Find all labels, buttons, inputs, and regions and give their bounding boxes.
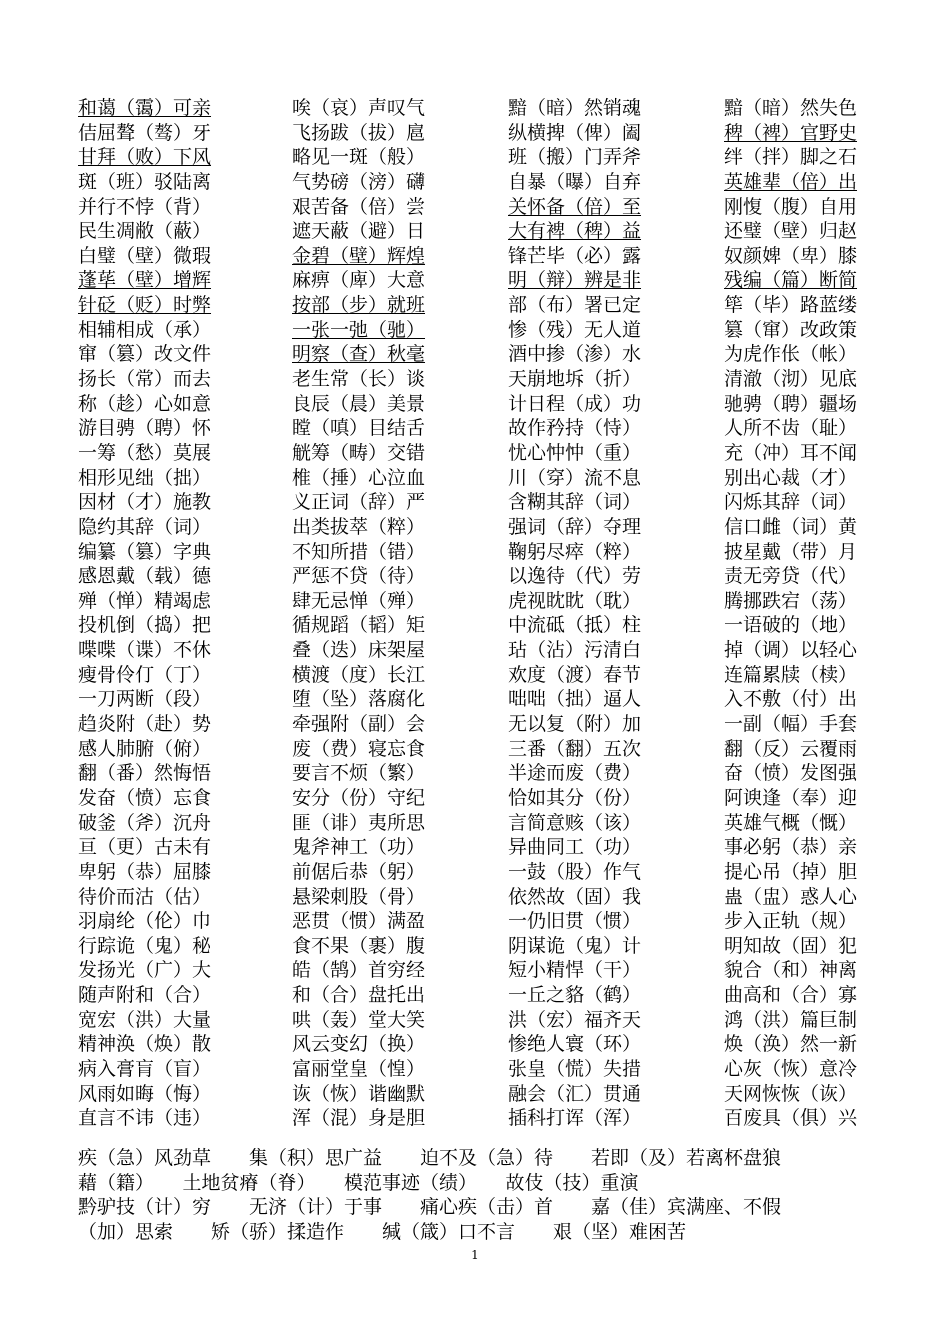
idiom-entry: 英雄辈（倍）出 bbox=[724, 170, 858, 193]
idiom-entry: 强词（辞）夺理 bbox=[508, 515, 642, 538]
idiom-entry: 自暴（曝）自弃 bbox=[508, 170, 642, 193]
idiom-entry: 精神涣（焕）散 bbox=[78, 1033, 212, 1056]
idiom-entry: 扬长（常）而去 bbox=[78, 368, 212, 391]
idiom-entry: 义正词（辞）严 bbox=[292, 491, 426, 514]
idiom-entry: 安分（份）守纪 bbox=[292, 786, 426, 809]
idiom-entry: 并行不悖（背） bbox=[78, 195, 212, 218]
idiom-entry: 欢度（渡）春节 bbox=[508, 663, 642, 686]
idiom-entry: 奋（愤）发图强 bbox=[724, 762, 858, 785]
idiom-entry: 略见一斑（般） bbox=[292, 146, 426, 169]
idiom-entry: 废（费）寝忘食 bbox=[292, 737, 426, 760]
idiom-entry: 一筹（愁）莫展 bbox=[78, 441, 212, 464]
idiom-entry: 出类拔萃（粹） bbox=[292, 515, 426, 538]
idiom-entry: 关怀备（倍）至 bbox=[508, 195, 642, 218]
idiom-entry: 百废具（俱）兴 bbox=[724, 1107, 858, 1130]
idiom-entry: 游目骋（聘）怀 bbox=[78, 417, 212, 440]
idiom-entry: 连篇累牍（椟） bbox=[724, 663, 858, 686]
idiom-entry: 感人肺腑（俯） bbox=[78, 737, 212, 760]
idiom-entry: 遮天蔽（避）日 bbox=[292, 220, 426, 243]
idiom-entry: 事必躬（恭）亲 bbox=[724, 836, 858, 859]
idiom-entry: 恰如其分（份） bbox=[508, 786, 642, 809]
idiom-entry: 忧心忡忡（重） bbox=[508, 441, 642, 464]
idiom-entry: 编纂（篡）字典 bbox=[78, 540, 212, 563]
idiom-entry: 一副（幅）手套 bbox=[724, 713, 858, 736]
idiom-entry: 殚（惮）精竭虑 bbox=[78, 589, 212, 612]
idiom-entry: 步入正轨（规） bbox=[724, 910, 858, 933]
idiom-entry: 诙（恢）谐幽默 bbox=[292, 1082, 426, 1105]
idiom-entry: 鞠躬尽瘁（粹） bbox=[508, 540, 642, 563]
idiom-entry: 麻痹（庳）大意 bbox=[292, 269, 426, 292]
idiom-entry: 哄（轰）堂大笑 bbox=[292, 1008, 426, 1031]
idiom-entry: 卑躬（恭）屈膝 bbox=[78, 860, 212, 883]
idiom-entry: 富丽堂皇（惶） bbox=[292, 1057, 426, 1080]
idiom-entry: 称（趁）心如意 bbox=[78, 392, 212, 415]
idiom-entry: 咄咄（拙）逼人 bbox=[508, 688, 642, 711]
idiom-entry: 风云变幻（换） bbox=[292, 1033, 426, 1056]
idiom-entry: 以逸待（代）劳 bbox=[508, 565, 642, 588]
idiom-entry: 相辅相成（承） bbox=[78, 318, 212, 341]
idiom-entry: 中流砥（抵）柱 bbox=[508, 614, 642, 637]
idiom-entry: 艰苦备（倍）尝 bbox=[292, 195, 426, 218]
idiom-entry: 一刀两断（段） bbox=[78, 688, 212, 711]
idiom-entry: 按部（步）就班 bbox=[292, 294, 426, 317]
idiom-entry: 融会（汇）贯通 bbox=[508, 1082, 642, 1105]
idiom-entry: 佶屈聱（骜）牙 bbox=[78, 121, 212, 144]
idiom-entry: 食不果（裹）腹 bbox=[292, 934, 426, 957]
idiom-entry: 天崩地坼（折） bbox=[508, 368, 642, 391]
idiom-entry: 掉（调）以轻心 bbox=[724, 639, 858, 662]
idiom-entry: 鸿（洪）篇巨制 bbox=[724, 1008, 858, 1031]
idiom-entry: 趋炎附（赴）势 bbox=[78, 713, 212, 736]
idiom-entry: 气势磅（滂）礴 bbox=[292, 170, 426, 193]
idiom-entry: 别出心裁（才） bbox=[724, 466, 858, 489]
idiom-entry: 一张一弛（驰） bbox=[292, 318, 426, 341]
idiom-entry: 黯（暗）然失色 bbox=[724, 97, 858, 119]
idiom-entry: 针砭（贬）时弊 bbox=[78, 294, 212, 317]
idiom-entry: 病入膏肓（盲） bbox=[78, 1057, 212, 1080]
idiom-entry: 为虎作伥（帐） bbox=[724, 343, 858, 366]
idiom-entry: 惨绝人寰（环） bbox=[508, 1033, 642, 1056]
idiom-entry: 貌合（和）神离 bbox=[724, 959, 858, 982]
idiom-entry: 半途而废（费） bbox=[508, 762, 642, 785]
idiom-entry: 甘拜（败）下风 bbox=[78, 146, 212, 169]
idiom-entry: 虎视眈眈（耽） bbox=[508, 589, 642, 612]
idiom-entry: 不知所措（错） bbox=[292, 540, 426, 563]
idiom-entry: 严惩不贷（待） bbox=[292, 565, 426, 588]
idiom-entry: 一语破的（地） bbox=[724, 614, 858, 637]
continuation-line: 黔驴技（计）穷 无济（计）于事 痛心疾（击）首 嘉（佳）宾满座、不假 bbox=[78, 1196, 782, 1218]
idiom-entry: 篡（窜）改政策 bbox=[724, 318, 858, 341]
idiom-entry: 稗（裨）官野史 bbox=[724, 121, 858, 144]
idiom-entry: 责无旁贷（代） bbox=[724, 565, 858, 588]
idiom-entry: 天网恢恢（诙） bbox=[724, 1082, 858, 1105]
idiom-entry: 言简意赅（该） bbox=[508, 811, 642, 834]
idiom-entry: 和（合）盘托出 bbox=[292, 984, 426, 1007]
idiom-entry: 斑（班）驳陆离 bbox=[78, 170, 212, 193]
idiom-entry: 投机倒（捣）把 bbox=[78, 614, 212, 637]
idiom-entry: 闪烁其辞（词） bbox=[724, 491, 858, 514]
idiom-entry: 插科打诨（浑） bbox=[508, 1107, 642, 1130]
idiom-entry: 循规蹈（韬）矩 bbox=[292, 614, 426, 637]
idiom-entry: 风雨如晦（悔） bbox=[78, 1082, 212, 1105]
idiom-entry: 叠（迭）床架屋 bbox=[292, 639, 426, 662]
idiom-entry: 刚愎（腹）自用 bbox=[724, 195, 858, 218]
idiom-entry: 玷（沾）污清白 bbox=[508, 639, 642, 662]
idiom-entry: 绊（拌）脚之石 bbox=[724, 146, 858, 169]
idiom-entry: 发奋（愤）忘食 bbox=[78, 786, 212, 809]
idiom-entry: 酒中掺（渗）水 bbox=[508, 343, 642, 366]
idiom-entry: 心灰（恢）意冷 bbox=[724, 1057, 858, 1080]
idiom-entry: 洪（宏）福齐天 bbox=[508, 1008, 642, 1031]
idiom-entry: 川（穿）流不息 bbox=[508, 466, 642, 489]
idiom-entry: 奴颜婢（卑）膝 bbox=[724, 244, 858, 267]
idiom-entry: 披星戴（带）月 bbox=[724, 540, 858, 563]
idiom-entry: 喋喋（谍）不休 bbox=[78, 639, 212, 662]
idiom-entry: 无以复（附）加 bbox=[508, 713, 642, 736]
idiom-entry: 异曲同工（功） bbox=[508, 836, 642, 859]
idiom-entry: 肆无忌惮（殚） bbox=[292, 589, 426, 612]
idiom-entry: 随声附和（合） bbox=[78, 984, 212, 1007]
idiom-entry: 蛊（盅）惑人心 bbox=[724, 885, 858, 908]
idiom-entry: 椎（捶）心泣血 bbox=[292, 466, 426, 489]
idiom-entry: 堕（坠）落腐化 bbox=[292, 688, 426, 711]
idiom-entry: 大有裨（稗）益 bbox=[508, 220, 642, 243]
idiom-entry: 悬梁刺股（骨） bbox=[292, 885, 426, 908]
idiom-entry: 感恩戴（载）德 bbox=[78, 565, 212, 588]
idiom-entry: 行踪诡（鬼）秘 bbox=[78, 934, 212, 957]
idiom-entry: 阴谋诡（鬼）计 bbox=[508, 934, 642, 957]
idiom-entry: 依然故（固）我 bbox=[508, 885, 642, 908]
idiom-entry: 黯（暗）然销魂 bbox=[508, 97, 642, 119]
idiom-entry: 明（辩）辨是非 bbox=[508, 269, 642, 292]
idiom-entry: 觥筹（畴）交错 bbox=[292, 441, 426, 464]
idiom-entry: 良辰（晨）美景 bbox=[292, 392, 426, 415]
idiom-entry: 瘦骨伶仃（丁） bbox=[78, 663, 212, 686]
idiom-entry: 提心吊（掉）胆 bbox=[724, 860, 858, 883]
idiom-entry: 一丘之貉（鹤） bbox=[508, 984, 642, 1007]
idiom-entry: 窜（篡）改文件 bbox=[78, 343, 212, 366]
idiom-entry: 唉（哀）声叹气 bbox=[292, 97, 426, 119]
idiom-entry: 英雄气概（慨） bbox=[724, 811, 858, 834]
idiom-entry: 亘（更）古未有 bbox=[78, 836, 212, 859]
idiom-entry: 计日程（成）功 bbox=[508, 392, 642, 415]
idiom-entry: 直言不讳（违） bbox=[78, 1107, 212, 1130]
idiom-entry: 三番（翻）五次 bbox=[508, 737, 642, 760]
continuation-line: （加）思索 矫（骄）揉造作 缄（箴）口不言 艰（坚）难困苦 bbox=[78, 1220, 687, 1243]
page-number: 1 bbox=[471, 1248, 479, 1262]
idiom-entry: 待价而沽（估） bbox=[78, 885, 212, 908]
continuation-line: 疾（急）风劲草 集（积）思广益 迫不及（急）待 若即（及）若离杯盘狼 bbox=[78, 1147, 782, 1169]
idiom-entry: 相形见绌（拙） bbox=[78, 466, 212, 489]
idiom-entry: 老生常（长）谈 bbox=[292, 368, 426, 391]
idiom-entry: 部（布）署已定 bbox=[508, 294, 642, 317]
idiom-entry: 焕（涣）然一新 bbox=[724, 1033, 858, 1056]
idiom-entry: 翻（番）然悔悟 bbox=[78, 762, 212, 785]
idiom-entry: 隐约其辞（词） bbox=[78, 515, 212, 538]
idiom-entry: 恶贯（惯）满盈 bbox=[292, 910, 426, 933]
idiom-entry: 瞠（嗔）目结舌 bbox=[292, 417, 426, 440]
idiom-entry: 羽扇纶（伦）巾 bbox=[78, 910, 212, 933]
idiom-entry: 锋芒毕（必）露 bbox=[508, 244, 642, 267]
idiom-entry: 明察（查）秋毫 bbox=[292, 343, 426, 366]
idiom-entry: 一鼓（股）作气 bbox=[508, 860, 642, 883]
idiom-entry: 纵横捭（俾）阖 bbox=[508, 121, 642, 144]
idiom-entry: 因材（才）施教 bbox=[78, 491, 212, 514]
idiom-entry: 浑（混）身是胆 bbox=[292, 1107, 426, 1130]
idiom-entry: 蓬荜（壁）增辉 bbox=[78, 269, 212, 292]
idiom-entry: 飞扬跋（拔）扈 bbox=[292, 121, 426, 144]
idiom-entry: 鬼斧神工（功） bbox=[292, 836, 426, 859]
idiom-entry: 前倨后恭（躬） bbox=[292, 860, 426, 883]
idiom-entry: 匪（诽）夷所思 bbox=[292, 811, 426, 834]
idiom-entry: 故作矜持（恃） bbox=[508, 417, 642, 440]
idiom-entry: 充（冲）耳不闻 bbox=[724, 441, 858, 464]
idiom-entry: 横渡（度）长江 bbox=[292, 663, 426, 686]
idiom-continuation-lines bbox=[78, 1146, 918, 1244]
idiom-entry: 含糊其辞（词） bbox=[508, 491, 642, 514]
idiom-entry: 清澈（沏）见底 bbox=[724, 368, 858, 391]
idiom-entry: 惨（残）无人道 bbox=[508, 318, 642, 341]
idiom-entry: 驰骋（聘）疆场 bbox=[724, 392, 858, 415]
idiom-entry: 宽宏（洪）大量 bbox=[78, 1008, 212, 1031]
idiom-entry: 和蔼（霭）可亲 bbox=[78, 97, 212, 119]
idiom-entry: 信口雌（词）黄 bbox=[724, 515, 858, 538]
idiom-entry: 阿谀逢（奉）迎 bbox=[724, 786, 858, 809]
idiom-entry: 明知故（固）犯 bbox=[724, 934, 858, 957]
idiom-entry: 白璧（壁）微瑕 bbox=[78, 244, 212, 267]
idiom-entry: 筚（毕）路蓝缕 bbox=[724, 294, 858, 317]
idiom-entry: 牵强附（副）会 bbox=[292, 713, 426, 736]
idiom-entry: 破釜（斧）沉舟 bbox=[78, 811, 212, 834]
idiom-entry: 一仍旧贯（惯） bbox=[508, 910, 642, 933]
idiom-entry: 翻（反）云覆雨 bbox=[724, 737, 858, 760]
idiom-entry: 发扬光（广）大 bbox=[78, 959, 212, 982]
idiom-entry: 人所不齿（耻） bbox=[724, 417, 858, 440]
idiom-entry: 金碧（壁）辉煌 bbox=[292, 244, 426, 267]
idiom-entry: 民生凋敝（蔽） bbox=[78, 220, 212, 243]
idiom-entry: 入不敷（付）出 bbox=[724, 688, 858, 711]
idiom-entry: 残编（篇）断简 bbox=[724, 269, 858, 292]
idiom-entry: 曲高和（合）寡 bbox=[724, 984, 858, 1007]
idiom-entry: 张皇（慌）失措 bbox=[508, 1057, 642, 1080]
continuation-line: 藉（籍） 土地贫瘠（脊） 模范事迹（绩） 故伎（技）重演 bbox=[78, 1171, 639, 1194]
idiom-entry: 还璧（壁）归赵 bbox=[724, 220, 858, 243]
idiom-entry: 班（搬）门弄斧 bbox=[508, 146, 642, 169]
idiom-entry: 皓（鹄）首穷经 bbox=[292, 959, 426, 982]
idiom-correction-grid bbox=[78, 96, 918, 1131]
idiom-entry: 要言不烦（繁） bbox=[292, 762, 426, 785]
idiom-entry: 腾挪跌宕（荡） bbox=[724, 589, 858, 612]
idiom-entry: 短小精悍（干） bbox=[508, 959, 642, 982]
